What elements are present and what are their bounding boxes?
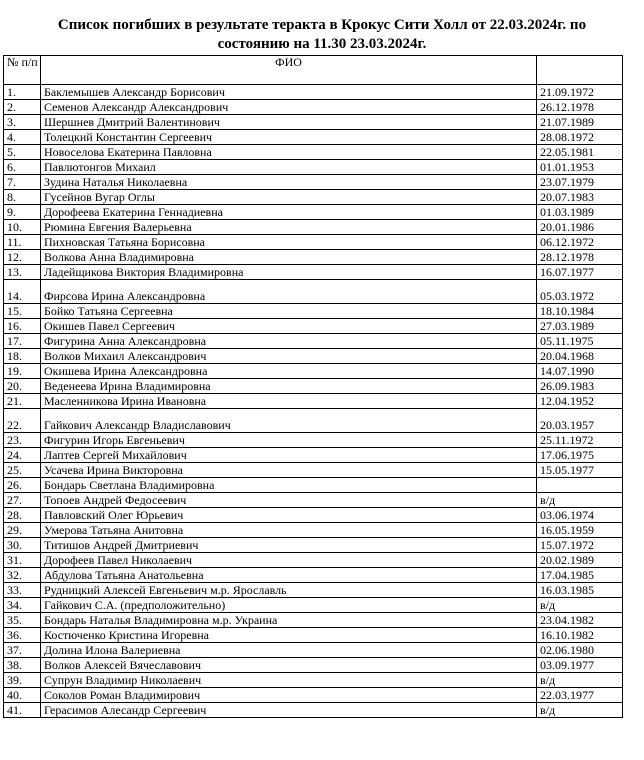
table-row [4, 349, 623, 364]
table-row [4, 319, 623, 334]
row-full-name: Герасимов Алесандр Сергеевич [41, 703, 537, 718]
table-row [4, 493, 623, 508]
table-row [4, 265, 623, 280]
title-line-2: состоянию на 11.30 23.03.2024г. [217, 36, 427, 52]
row-number: 7. [4, 175, 41, 190]
row-full-name: Ладейщикова Виктория Владимировна [41, 265, 537, 280]
table-row [4, 145, 623, 160]
table-row [4, 448, 623, 463]
row-date: 20.01.1986 [537, 220, 623, 235]
row-date: 05.03.1972 [537, 280, 623, 304]
table-row [4, 220, 623, 235]
table-row [4, 100, 623, 115]
row-full-name: Бондарь Наталья Владимировна м.р. Украина [41, 613, 537, 628]
row-date: в/д [537, 493, 623, 508]
table-row [4, 379, 623, 394]
row-number: 38. [4, 658, 41, 673]
row-date: 03.09.1977 [537, 658, 623, 673]
table-header-row [4, 56, 623, 85]
row-date: 23.04.1982 [537, 613, 623, 628]
row-number: 11. [4, 235, 41, 250]
table-row [4, 190, 623, 205]
row-full-name: Волков Михаил Александрович [41, 349, 537, 364]
row-full-name: Гайкович Александр Владиславович [41, 409, 537, 433]
row-full-name: Веденеева Ирина Владимировна [41, 379, 537, 394]
table-row [4, 643, 623, 658]
table-row [4, 115, 623, 130]
header-date [537, 56, 623, 85]
row-date: 25.11.1972 [537, 433, 623, 448]
table-row [4, 334, 623, 349]
row-date: 16.03.1985 [537, 583, 623, 598]
row-date: 20.04.1968 [537, 349, 623, 364]
row-number: 6. [4, 160, 41, 175]
row-date: 27.03.1989 [537, 319, 623, 334]
table-row [4, 478, 623, 493]
row-full-name: Окишев Павел Сергеевич [41, 319, 537, 334]
row-number: 5. [4, 145, 41, 160]
row-date: 28.08.1972 [537, 130, 623, 145]
row-number: 32. [4, 568, 41, 583]
row-number: 35. [4, 613, 41, 628]
row-number: 19. [4, 364, 41, 379]
row-full-name: Титишов Андрей Дмитриевич [41, 538, 537, 553]
row-full-name: Шершнев Дмитрий Валентинович [41, 115, 537, 130]
row-date: 22.03.1977 [537, 688, 623, 703]
row-date: 15.05.1977 [537, 463, 623, 478]
row-date: 28.12.1978 [537, 250, 623, 265]
row-full-name: Волков Алексей Вячеславович [41, 658, 537, 673]
row-number: 13. [4, 265, 41, 280]
row-number: 17. [4, 334, 41, 349]
table-row [4, 409, 623, 433]
row-date: 21.09.1972 [537, 85, 623, 100]
table-row [4, 85, 623, 100]
row-full-name: Окишева Ирина Александровна [41, 364, 537, 379]
row-date: 14.07.1990 [537, 364, 623, 379]
row-number: 34. [4, 598, 41, 613]
row-full-name: Масленникова Ирина Ивановна [41, 394, 537, 409]
row-full-name: Супрун Владимир Николаевич [41, 673, 537, 688]
row-date: 17.04.1985 [537, 568, 623, 583]
row-date: 03.06.1974 [537, 508, 623, 523]
table-row [4, 130, 623, 145]
row-number: 40. [4, 688, 41, 703]
row-full-name: Гусейнов Вугар Оглы [41, 190, 537, 205]
row-number: 9. [4, 205, 41, 220]
row-date: 26.12.1978 [537, 100, 623, 115]
row-full-name: Дорофеева Екатерина Геннадиевна [41, 205, 537, 220]
row-date: 16.10.1982 [537, 628, 623, 643]
row-number: 16. [4, 319, 41, 334]
row-number: 20. [4, 379, 41, 394]
row-number: 37. [4, 643, 41, 658]
table-row [4, 394, 623, 409]
row-full-name: Павлютонгов Михаил [41, 160, 537, 175]
row-number: 22. [4, 409, 41, 433]
row-full-name: Абдулова Татьяна Анатольевна [41, 568, 537, 583]
table-row [4, 205, 623, 220]
row-full-name: Долина Илона Валериевна [41, 643, 537, 658]
row-full-name: Рюмина Евгения Валерьевна [41, 220, 537, 235]
row-full-name: Толецкий Константин Сергеевич [41, 130, 537, 145]
row-date: 20.02.1989 [537, 553, 623, 568]
row-date: 17.06.1975 [537, 448, 623, 463]
row-full-name: Костюченко Кристина Игоревна [41, 628, 537, 643]
row-number: 26. [4, 478, 41, 493]
table-row [4, 553, 623, 568]
row-number: 3. [4, 115, 41, 130]
row-number: 12. [4, 250, 41, 265]
row-number: 21. [4, 394, 41, 409]
table-row [4, 508, 623, 523]
row-date: 16.07.1977 [537, 265, 623, 280]
row-number: 8. [4, 190, 41, 205]
table-row [4, 175, 623, 190]
table-row [4, 463, 623, 478]
row-number: 24. [4, 448, 41, 463]
table-row [4, 538, 623, 553]
row-number: 41. [4, 703, 41, 718]
row-full-name: Зудина Наталья Николаевна [41, 175, 537, 190]
row-full-name: Баклемышев Александр Борисович [41, 85, 537, 100]
table-row [4, 523, 623, 538]
row-date: 16.05.1959 [537, 523, 623, 538]
row-date: 26.09.1983 [537, 379, 623, 394]
table-row [4, 364, 623, 379]
header-number: № п/п [4, 56, 41, 85]
row-full-name: Гайкович С.А. (предположительно) [41, 598, 537, 613]
row-number: 29. [4, 523, 41, 538]
row-date: 18.10.1984 [537, 304, 623, 319]
row-number: 2. [4, 100, 41, 115]
row-number: 36. [4, 628, 41, 643]
table-row [4, 673, 623, 688]
table-row [4, 583, 623, 598]
row-number: 28. [4, 508, 41, 523]
row-date: 20.07.1983 [537, 190, 623, 205]
row-date: 01.01.1953 [537, 160, 623, 175]
row-date: 05.11.1975 [537, 334, 623, 349]
row-date: 22.05.1981 [537, 145, 623, 160]
row-date: в/д [537, 673, 623, 688]
table-row [4, 628, 623, 643]
row-full-name: Пихновская Татьяна Борисовна [41, 235, 537, 250]
row-date: 20.03.1957 [537, 409, 623, 433]
row-date: 15.07.1972 [537, 538, 623, 553]
row-number: 10. [4, 220, 41, 235]
row-full-name: Усачева Ирина Викторовна [41, 463, 537, 478]
table-row [4, 598, 623, 613]
row-date [537, 478, 623, 493]
row-date: 02.06.1980 [537, 643, 623, 658]
victims-table [3, 55, 623, 718]
document-title [10, 16, 634, 54]
table-row [4, 433, 623, 448]
row-full-name: Волкова Анна Владимировна [41, 250, 537, 265]
table-row [4, 235, 623, 250]
title-line-1: Список погибших в результате теракта в Крокус Сити Холл от 22.03.2024г. по [57, 17, 587, 33]
row-date: 12.04.1952 [537, 394, 623, 409]
row-full-name: Новоселова Екатерина Павловна [41, 145, 537, 160]
row-full-name: Соколов Роман Владимирович [41, 688, 537, 703]
row-number: 30. [4, 538, 41, 553]
table-row [4, 160, 623, 175]
row-date: 01.03.1989 [537, 205, 623, 220]
row-full-name: Фигурин Игорь Евгеньевич [41, 433, 537, 448]
row-full-name: Фигурина Анна Александровна [41, 334, 537, 349]
row-date: в/д [537, 703, 623, 718]
table-body [4, 85, 623, 718]
row-full-name: Павловский Олег Юрьевич [41, 508, 537, 523]
row-date: 06.12.1972 [537, 235, 623, 250]
row-number: 18. [4, 349, 41, 364]
row-full-name: Семенов Александр Александрович [41, 100, 537, 115]
row-full-name: Дорофеев Павел Николаевич [41, 553, 537, 568]
table-row [4, 568, 623, 583]
table-row [4, 658, 623, 673]
row-number: 23. [4, 433, 41, 448]
row-number: 1. [4, 85, 41, 100]
table-row [4, 613, 623, 628]
row-full-name: Умерова Татьяна Анитовна [41, 523, 537, 538]
row-number: 4. [4, 130, 41, 145]
row-date: в/д [537, 598, 623, 613]
row-full-name: Рудницкий Алексей Евгеньевич м.р. Ярославль [41, 583, 537, 598]
row-number: 31. [4, 553, 41, 568]
row-date: 23.07.1979 [537, 175, 623, 190]
row-full-name: Бойко Татьяна Сергеевна [41, 304, 537, 319]
table-row [4, 280, 623, 304]
row-date: 21.07.1989 [537, 115, 623, 130]
row-number: 33. [4, 583, 41, 598]
table-row [4, 304, 623, 319]
row-number: 27. [4, 493, 41, 508]
row-number: 39. [4, 673, 41, 688]
row-number: 25. [4, 463, 41, 478]
table-row [4, 250, 623, 265]
table-row [4, 688, 623, 703]
row-number: 14. [4, 280, 41, 304]
row-full-name: Бондарь Светлана Владимировна [41, 478, 537, 493]
row-full-name: Лаптев Сергей Михайлович [41, 448, 537, 463]
row-full-name: Фирсова Ирина Александровна [41, 280, 537, 304]
header-full-name: ФИО [41, 56, 537, 85]
row-number: 15. [4, 304, 41, 319]
table-row [4, 703, 623, 718]
row-full-name: Топоев Андрей Федосеевич [41, 493, 537, 508]
